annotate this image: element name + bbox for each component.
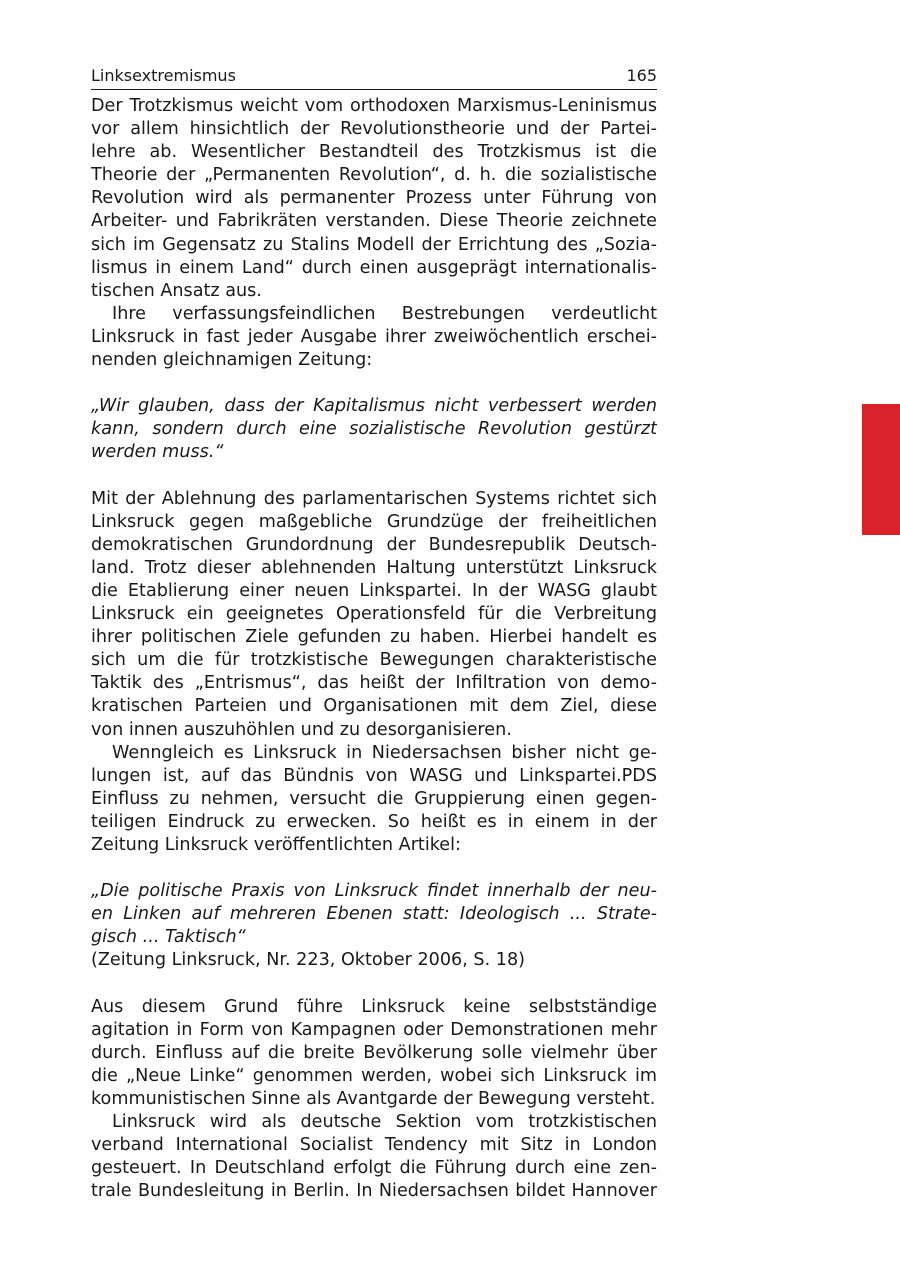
text-line: sich im Gegensatz zu Stalins Modell der Errichtung des „Sozia- (91, 234, 657, 255)
quote-source: (Zeitung Linksruck, Nr. 223, Oktober 2006, S. 18) (91, 950, 526, 971)
quote-line: gisch ... Taktisch“ (91, 927, 246, 948)
text-line: sich um die für trotzkistische Bewegungen charakteristische (91, 650, 657, 671)
text-line: Revolution wird als permanenter Prozess unter Führung von (91, 188, 657, 209)
paragraph (91, 303, 657, 372)
text-line: Arbeiter- und Fabrikräten verstanden. Diese Theorie zeichnete (91, 211, 657, 232)
quote-line: kann, sondern durch eine sozialistische Revolution gestürzt (91, 419, 657, 440)
text-line: Wenngleich es Linksruck in Niedersachsen bisher nicht ge- (112, 742, 657, 763)
paragraph (91, 488, 657, 742)
text-line: land. Trotz dieser ablehnenden Haltung unterstützt Linksruck (91, 557, 657, 578)
page (91, 66, 657, 1204)
text-line: nenden gleichnamigen Zeitung: (91, 350, 373, 371)
body-text (91, 95, 657, 1204)
running-title: Linksextremismus (91, 66, 236, 85)
quote-line: „Wir glauben, dass der Kapitalismus nicht verbessert werden (91, 396, 657, 417)
text-line: demokratischen Grundordnung der Bundesrepublik Deutsch- (91, 534, 657, 555)
text-line: lehre ab. Wesentlicher Bestandteil des Trotzkismus ist die (91, 142, 657, 163)
text-line: Linksruck wird als deutsche Sektion vom trotzkistischen (112, 1112, 657, 1133)
text-line: die Etablierung einer neuen Linkspartei. In der WASG glaubt (91, 580, 657, 601)
quote-line: „Die politische Praxis von Linksruck findet innerhalb der neu- (91, 881, 657, 902)
text-line: teiligen Eindruck zu erwecken. So heißt es in einem in der (91, 811, 657, 832)
text-line: Ihre verfassungsfeindlichen Bestrebungen verdeutlicht (112, 303, 657, 324)
block-quote (91, 395, 657, 464)
chapter-tab-marker (862, 404, 900, 535)
text-line: vor allem hinsichtlich der Revolutionstheorie und der Partei- (91, 119, 657, 140)
text-line: kommunistischen Sinne als Avantgarde der Bewegung versteht. (91, 1089, 656, 1110)
text-line: gesteuert. In Deutschland erfolgt die Führung durch eine zen- (91, 1158, 657, 1179)
text-line: trale Bundesleitung in Berlin. In Niedersachsen bildet Hannover (91, 1181, 657, 1202)
text-line: Mit der Ablehnung des parlamentarischen Systems richtet sich (91, 488, 657, 509)
paragraph (91, 996, 657, 1111)
paragraph (91, 1111, 657, 1203)
running-header (91, 66, 657, 90)
text-line: agitation in Form von Kampagnen oder Demonstrationen mehr (91, 1019, 657, 1040)
text-line: durch. Einfluss auf die breite Bevölkerung solle vielmehr über (91, 1042, 657, 1063)
text-line: ihrer politischen Ziele gefunden zu haben. Hierbei handelt es (91, 627, 657, 648)
text-line: tischen Ansatz aus. (91, 280, 262, 301)
text-line: Einfluss zu nehmen, versucht die Gruppierung einen gegen- (91, 788, 657, 809)
text-line: von innen auszuhöhlen und zu desorganisieren. (91, 719, 512, 740)
text-line: Zeitung Linksruck veröffentlichten Artikel: (91, 835, 461, 855)
text-line: Linksruck in fast jeder Ausgabe ihrer zweiwöchentlich erschei- (91, 326, 657, 347)
block-quote (91, 880, 657, 972)
text-line: Der Trotzkismus weicht vom orthodoxen Marxismus-Leninismus (91, 96, 657, 116)
quote-line: werden muss.“ (91, 442, 224, 463)
paragraph (91, 95, 657, 303)
text-line: kratischen Parteien und Organisationen mit dem Ziel, diese (91, 696, 657, 717)
text-line: die „Neue Linke“ genommen werden, wobei sich Linksruck im (91, 1065, 657, 1086)
text-line: Taktik des „Entrismus“, das heißt der Infiltration von demo- (91, 673, 657, 694)
page-number: 165 (626, 66, 657, 85)
text-line: Linksruck ein geeignetes Operationsfeld für die Verbreitung (91, 604, 657, 625)
text-line: Theorie der „Permanenten Revolution“, d. h. die sozialistische (91, 165, 657, 186)
text-line: lismus in einem Land“ durch einen ausgeprägt internationalis- (91, 257, 657, 278)
paragraph (91, 742, 657, 857)
text-line: verband International Socialist Tendency mit Sitz in London (91, 1135, 657, 1156)
text-line: lungen ist, auf das Bündnis von WASG und Linkspartei.PDS (91, 765, 657, 786)
quote-line: en Linken auf mehreren Ebenen statt: Ideologisch ... Strate- (91, 904, 657, 925)
text-line: Linksruck gegen maßgebliche Grundzüge der freiheitlichen (91, 511, 657, 532)
text-line: Aus diesem Grund führe Linksruck keine selbstständige (91, 996, 657, 1017)
